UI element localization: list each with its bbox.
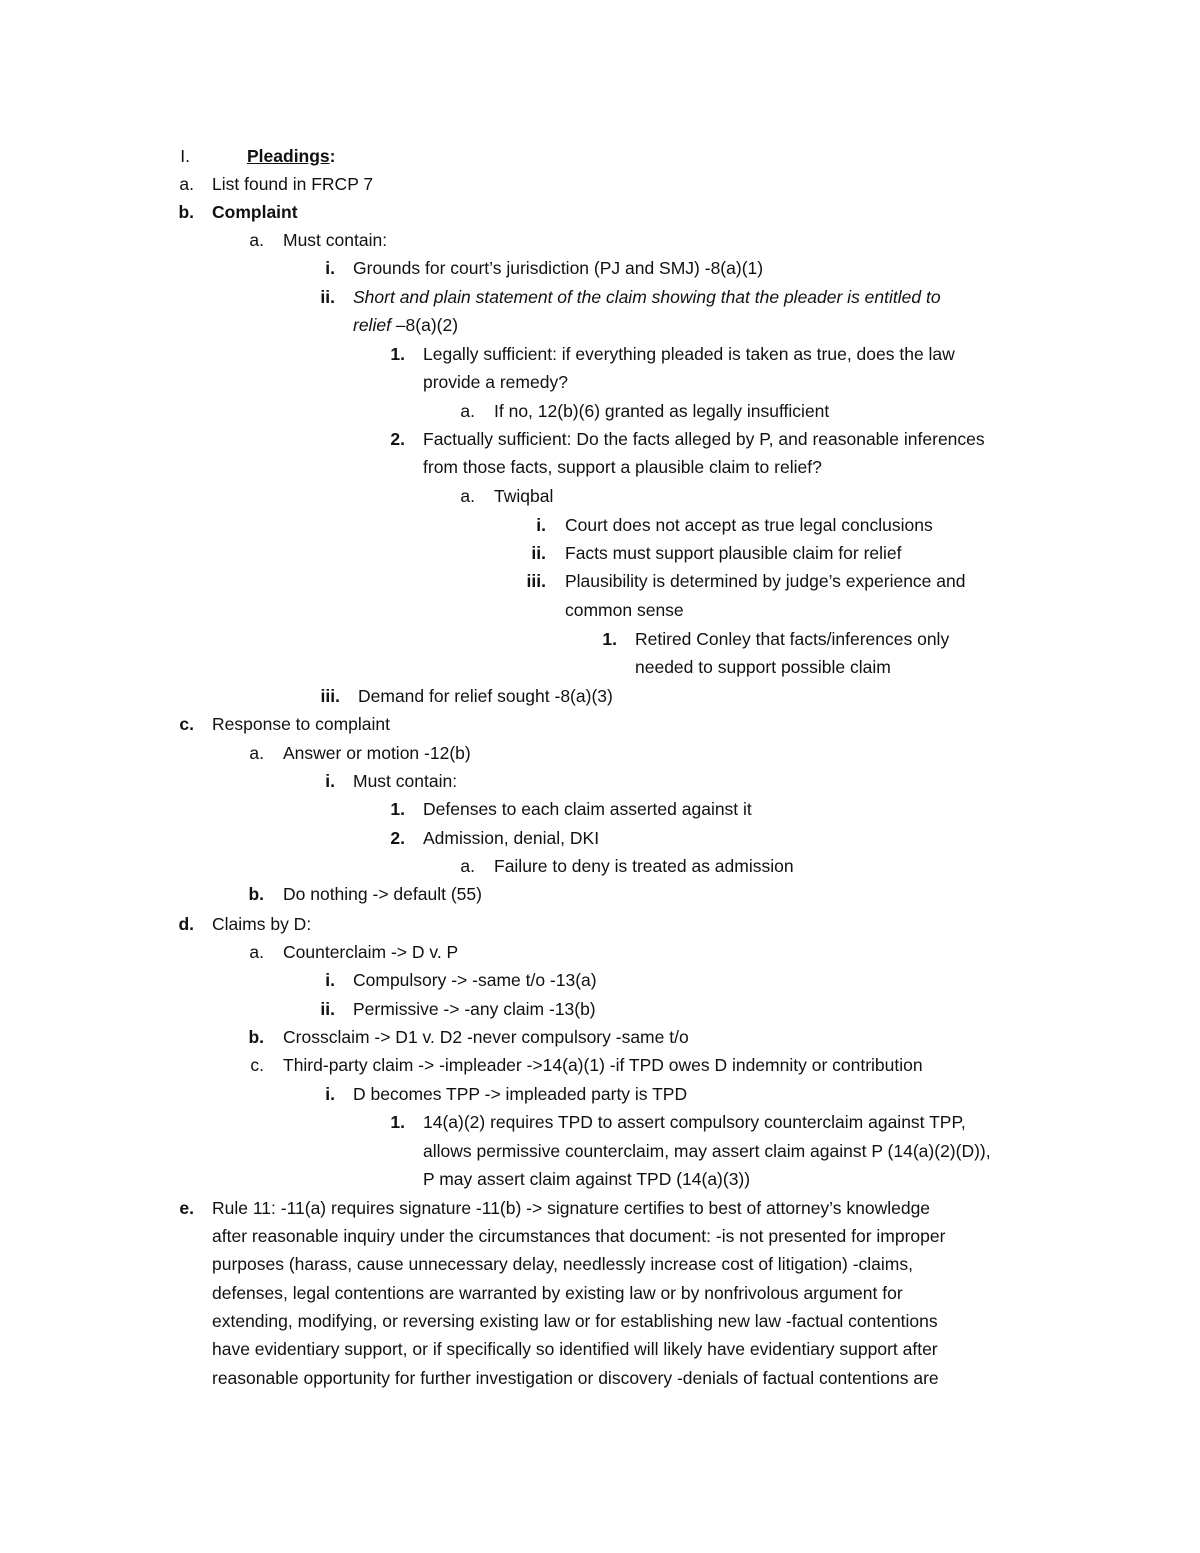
line-text: [565, 596, 684, 624]
line-text: [423, 795, 752, 823]
line-text-main: after reasonable inquiry under the circumstances that document: -is not presented for improper: [212, 1226, 946, 1246]
line-text-main: Permissive -> -any claim -13(b): [353, 999, 596, 1019]
line-text: [283, 1051, 923, 1079]
line-text-main: 14(a)(2) requires TPD to assert compulsory counterclaim against TPP,: [423, 1112, 966, 1132]
line-text-main: Claims by D:: [212, 914, 312, 934]
line-text: [212, 710, 390, 738]
line-text-main: Pleadings: [247, 146, 330, 166]
outline-line: [0, 254, 1200, 282]
outline-line: [0, 596, 1200, 624]
line-text: [283, 880, 482, 908]
outline-line: [0, 1364, 1200, 1392]
line-text-main: Must contain:: [283, 230, 388, 250]
line-text: [565, 539, 902, 567]
list-marker: ii.: [320, 287, 335, 307]
outline-line: [0, 397, 1200, 425]
outline-line: [0, 539, 1200, 567]
line-text-main: Demand for relief sought -8(a)(3): [358, 686, 613, 706]
list-marker: a.: [249, 743, 264, 763]
line-text-suffix: –8(a)(2): [390, 315, 459, 335]
outline-line: [0, 482, 1200, 510]
outline-line: [0, 1108, 1200, 1136]
line-text: [212, 1222, 945, 1250]
line-text: [423, 1108, 966, 1136]
list-marker: d.: [178, 914, 194, 934]
list-marker: a.: [249, 942, 264, 962]
outline-line: [0, 453, 1200, 481]
list-marker: c.: [250, 1055, 264, 1075]
outline-line: [0, 653, 1200, 681]
list-marker: a.: [249, 230, 264, 250]
outline-line: [0, 938, 1200, 966]
line-text-main: Twiqbal: [494, 486, 554, 506]
line-text-main: Retired Conley that facts/inferences only: [635, 629, 950, 649]
line-text: [423, 425, 985, 453]
outline-line: [0, 1194, 1200, 1222]
line-text-main: Admission, denial, DKI: [423, 828, 600, 848]
outline-line: [0, 1080, 1200, 1108]
line-text-main: D becomes TPP -> impleaded party is TPD: [353, 1084, 688, 1104]
outline-line: [0, 198, 1200, 226]
line-text-main: reasonable opportunity for further investigation or discovery -denials of factual contentions are: [212, 1368, 939, 1388]
list-marker: b.: [248, 1027, 264, 1047]
line-text: [283, 1023, 689, 1051]
outline-line: [0, 1051, 1200, 1079]
outline-line: [0, 567, 1200, 595]
line-text-main: P may assert claim against TPD (14(a)(3)): [423, 1169, 751, 1189]
list-marker: 1.: [390, 344, 405, 364]
line-text: [212, 170, 373, 198]
line-text-main: If no, 12(b)(6) granted as legally insufficient: [494, 401, 830, 421]
list-marker: a.: [460, 401, 475, 421]
line-text-main: needed to support possible claim: [635, 657, 891, 677]
line-text-main: Rule 11: -11(a) requires signature -11(b) -> signature certifies to best of attorney’s knowledge: [212, 1198, 931, 1218]
outline-line: [0, 824, 1200, 852]
line-text-main: Factually sufficient: Do the facts alleged by P, and reasonable inferences: [423, 429, 985, 449]
line-text-main: have evidentiary support, or if specifically so identified will likely have evidentiary support after: [212, 1339, 938, 1359]
line-text-main: Legally sufficient: if everything pleaded is taken as true, does the law: [423, 344, 955, 364]
list-marker: iii.: [526, 571, 546, 591]
list-marker: a.: [460, 486, 475, 506]
outline-line: [0, 625, 1200, 653]
list-marker: 1.: [390, 799, 405, 819]
line-text: [212, 1307, 938, 1335]
line-text-main: List found in FRCP 7: [212, 174, 374, 194]
list-marker: i.: [536, 515, 546, 535]
line-text-main: Compulsory -> -same t/o -13(a): [353, 970, 597, 990]
line-text: [423, 1137, 991, 1165]
list-marker: b.: [178, 202, 194, 222]
list-marker: 2.: [390, 429, 405, 449]
line-text: [423, 368, 568, 396]
list-marker: i.: [325, 1084, 335, 1104]
line-text: [212, 1364, 939, 1392]
outline-line: [0, 767, 1200, 795]
outline-line: [0, 226, 1200, 254]
line-text-main: extending, modifying, or reversing existing law or for establishing new law -factual contentions: [212, 1311, 938, 1331]
outline-line: [0, 682, 1200, 710]
outline-line: [0, 340, 1200, 368]
list-marker: a.: [179, 174, 194, 194]
line-text-main: Grounds for court’s jurisdiction (PJ and SMJ) -8(a)(1): [353, 258, 764, 278]
line-text: [353, 254, 763, 282]
list-marker: c.: [179, 714, 194, 734]
line-text-main: common sense: [565, 600, 684, 620]
outline-line: [0, 1335, 1200, 1363]
outline-line: [0, 1165, 1200, 1193]
line-text-main: Short and plain statement of the claim showing that the pleader is entitled to: [353, 287, 941, 307]
outline-line: [0, 1307, 1200, 1335]
outline-line: [0, 1137, 1200, 1165]
line-text: [212, 198, 298, 226]
line-text: [494, 852, 794, 880]
list-marker: i.: [325, 970, 335, 990]
line-text: [423, 453, 822, 481]
line-text-main: Plausibility is determined by judge’s experience and: [565, 571, 966, 591]
line-text-main: Answer or motion -12(b): [283, 743, 471, 763]
list-marker: a.: [460, 856, 475, 876]
line-text: [353, 1080, 687, 1108]
line-text: [565, 511, 933, 539]
line-text: [565, 567, 965, 595]
outline-line: [0, 910, 1200, 938]
line-text: [494, 482, 553, 510]
line-text-main: Third-party claim -> -impleader ->14(a)(1) -if TPD owes D indemnity or contribution: [283, 1055, 923, 1075]
line-text-main: purposes (harass, cause unnecessary delay, needlessly increase cost of litigation) -claims,: [212, 1254, 913, 1274]
outline-line: [0, 511, 1200, 539]
list-marker: iii.: [320, 686, 340, 706]
line-text: [283, 226, 387, 254]
list-marker: ii.: [531, 543, 546, 563]
list-marker: b.: [248, 884, 264, 904]
line-text: [635, 653, 891, 681]
line-text-main: provide a remedy?: [423, 372, 568, 392]
line-text: [247, 142, 336, 170]
line-text-main: Failure to deny is treated as admission: [494, 856, 794, 876]
outline-line: [0, 852, 1200, 880]
line-text: [635, 625, 949, 653]
line-text: [212, 910, 311, 938]
line-text: [212, 1194, 930, 1222]
line-text: [423, 1165, 750, 1193]
list-marker: 2.: [390, 828, 405, 848]
outline-line: [0, 283, 1200, 311]
line-text: [353, 767, 457, 795]
line-text: [283, 938, 458, 966]
outline-line: [0, 795, 1200, 823]
outline-line: [0, 1222, 1200, 1250]
outline-line: [0, 142, 1200, 170]
outline-line: [0, 1250, 1200, 1278]
list-marker: e.: [179, 1198, 194, 1218]
list-marker: 1.: [602, 629, 617, 649]
line-text-main: from those facts, support a plausible claim to relief?: [423, 457, 822, 477]
line-text-main: relief: [353, 315, 391, 335]
line-text: [353, 966, 597, 994]
list-marker: ii.: [320, 999, 335, 1019]
line-text: [423, 340, 955, 368]
line-text: [358, 682, 613, 710]
line-text: [212, 1279, 903, 1307]
line-text-main: Complaint: [212, 202, 298, 222]
line-text-main: Do nothing -> default (55): [283, 884, 482, 904]
outline-line: [0, 995, 1200, 1023]
line-text-main: Court does not accept as true legal conclusions: [565, 515, 933, 535]
list-marker: i.: [325, 258, 335, 278]
line-text-main: Defenses to each claim asserted against it: [423, 799, 752, 819]
line-text-main: Must contain:: [353, 771, 458, 791]
list-marker: I.: [180, 146, 190, 166]
line-text-main: Counterclaim -> D v. P: [283, 942, 459, 962]
outline-line: [0, 710, 1200, 738]
outline-line: [0, 1023, 1200, 1051]
line-text: [353, 995, 596, 1023]
outline-line: [0, 739, 1200, 767]
line-text-main: defenses, legal contentions are warranted by existing law or by nonfrivolous argument for: [212, 1283, 903, 1303]
line-text: [494, 397, 829, 425]
line-text-main: Response to complaint: [212, 714, 391, 734]
outline-line: [0, 311, 1200, 339]
line-text: [353, 311, 458, 339]
list-marker: i.: [325, 771, 335, 791]
outline-line: [0, 1279, 1200, 1307]
line-text-main: Facts must support plausible claim for relief: [565, 543, 902, 563]
line-text: [212, 1250, 913, 1278]
outline-line: [0, 966, 1200, 994]
line-text-suffix: :: [329, 146, 336, 166]
outline-line: [0, 170, 1200, 198]
outline-line: [0, 368, 1200, 396]
line-text: [423, 824, 599, 852]
line-text-main: Crossclaim -> D1 v. D2 -never compulsory -same t/o: [283, 1027, 689, 1047]
list-marker: 1.: [390, 1112, 405, 1132]
line-text: [353, 283, 941, 311]
line-text-main: allows permissive counterclaim, may assert claim against P (14(a)(2)(D)),: [423, 1141, 991, 1161]
outline-line: [0, 880, 1200, 908]
line-text: [283, 739, 471, 767]
line-text: [212, 1335, 938, 1363]
outline-line: [0, 425, 1200, 453]
